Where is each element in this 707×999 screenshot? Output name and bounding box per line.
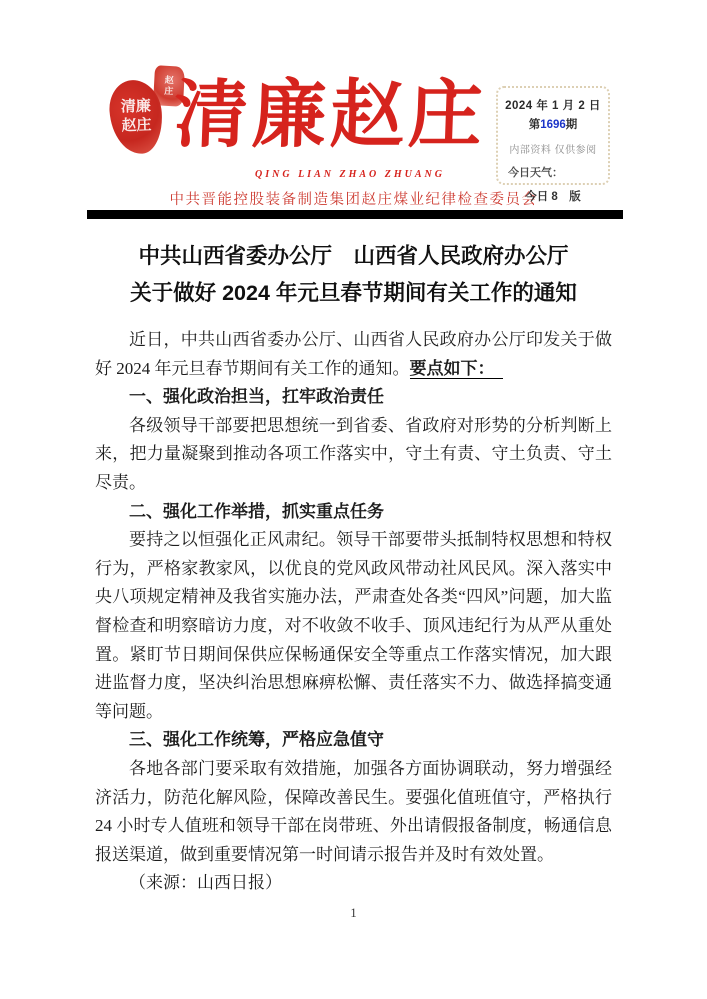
intro-highlight: 要点如下： bbox=[410, 359, 503, 379]
pages-line: 今日 8 版 bbox=[525, 191, 581, 203]
issue-suffix: 期 bbox=[565, 119, 578, 131]
masthead-divider bbox=[87, 210, 623, 219]
masthead-pinyin: QING LIAN ZHAO ZHUANG bbox=[255, 169, 445, 180]
section-2-heading: 二、强化工作举措，抓实重点任务 bbox=[129, 501, 384, 521]
seal-small-text: 赵庄 bbox=[163, 74, 175, 97]
issue-number-line bbox=[498, 116, 608, 132]
weather-label: 今日天气： bbox=[508, 167, 563, 179]
masthead-organization: 中共晋能控股装备制造集团赵庄煤业纪律检查委员会 bbox=[169, 192, 538, 208]
section-1-body: 各级领导干部要把思想统一到省委、省政府对形势的分析判断上来，把力量凝聚到推动各项工作落实中，守土有责、守土负责、守土尽责。 bbox=[95, 415, 612, 492]
intro-text: 近日，中共山西省委办公厅、山西省人民政府办公厅印发关于做好 2024 年元旦春节期间有关工作的通知。 bbox=[95, 330, 612, 378]
page-number: 1 bbox=[350, 906, 357, 920]
section-2-body: 要持之以恒强化正风肃纪。领导干部要带头抵制特权思想和特权行为，严格家教家风，以优良的党风政风带动社风民风。深入落实中央八项规定精神及我省实施办法，严肃查处各类“四风”问题，加大监督检查和明察暗访力度，对不收敛不收手、顶风违纪行为从严从重处置。紧盯节日期间保供应保畅通保安全等重点工作落实情况，加大跟进监督力度，坚决纠治思想麻痹松懈、责任落实不力、做选择搞变通等问题。 bbox=[95, 530, 612, 721]
article bbox=[95, 238, 612, 898]
section-3-heading: 三、强化工作统筹，严格应急值守 bbox=[129, 730, 384, 750]
issue-info-box bbox=[496, 86, 610, 203]
section-1-heading: 一、强化政治担当，扛牢政治责任 bbox=[129, 387, 384, 407]
issue-number: 1696 bbox=[540, 119, 566, 131]
source-attribution: （来源：山西日报） bbox=[129, 873, 282, 893]
section-3-body: 各地各部门要采取有效措施，加强各方面协调联动，努力增强经济活力，防范化解风险，保障改善民生。要强化值班值守，严格执行 24 小时专人值班和领导干部在岗带班、外出请假报备制度，畅通信息报送渠道，做到重要情况第一时间请示报告并及时有效处置。 bbox=[95, 758, 612, 864]
article-title-line2: 关于做好 2024 年元旦春节期间有关工作的通知 bbox=[130, 281, 577, 305]
issue-prefix: 第 bbox=[528, 119, 541, 131]
intro-paragraph bbox=[95, 326, 612, 383]
seal-text: 清廉赵庄 bbox=[120, 98, 152, 135]
masthead-title: 清廉赵庄 bbox=[172, 75, 488, 157]
article-title bbox=[95, 238, 612, 312]
issue-date: 2024 年 1 月 2 日 bbox=[505, 100, 601, 112]
classification-note: 内部资料 仅供参阅 bbox=[509, 145, 597, 156]
article-title-line1: 中共山西省委办公厅 山西省人民政府办公厅 bbox=[138, 244, 569, 268]
